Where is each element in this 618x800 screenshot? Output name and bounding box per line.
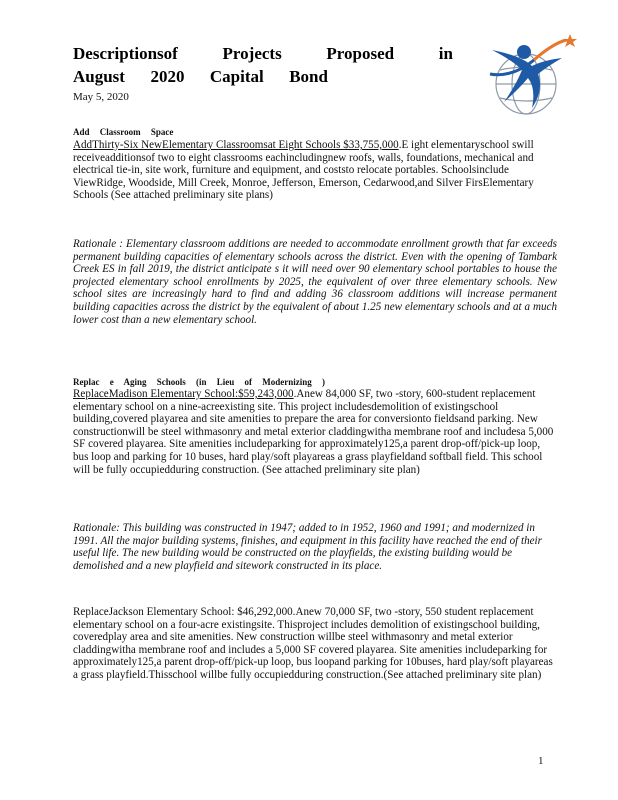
title-word: Projects [222,44,282,63]
title-word: Capital [209,67,264,86]
title-word: Proposed [326,44,395,63]
jackson-lead: ReplaceJackson Elementary School: $46,292,000 [73,606,293,618]
title-word: August [73,67,125,86]
document-title [73,42,453,88]
add-classrooms-lead: AddThirty-Six NewElementary Classroomsat Eight Schools $33,755,000 [73,139,399,151]
title-line-2 [73,65,328,88]
title-word: Bond [289,67,328,86]
title-word: Descriptionsof [73,44,178,63]
document-date: May 5, 2020 [73,91,129,103]
title-word: 2020 [150,67,185,86]
add-classrooms-rationale: Rationale : Elementary classroom additions are needed to accommodate enrollment growth that far exceeds permanent building capacities of elementary schools across the district. Even with the opening of Tambark Creek ES in fall 2019, the district anticipate s it will need over 90 elementary school portables to house the projected elementary school enrollments by 2025, the equivalent of over three elementary schools. New school sites are increasingly hard to find and adding 36 classroom additions will increase permanent building capacities across the district by the equivalent of about 1.25 new elementary schools and at a much lower cost than a new elementary school. [73,238,557,326]
add-classrooms-body: .E ight elementaryschool swill receiveadditionsof two to eight classrooms eachincludingnew roofs, walls, foundations, mechanical and electrical tie-in, site work, furniture and equipment, and coststo relocate portables. Schoolsinclude ViewRidge, Woodside, Mill Creek, Monroe, Jefferson, Emerson, Cedarwood,and Silver FirsElementary Schools (See attached preliminary site plans) [73,139,534,202]
page-number: 1 [538,755,544,767]
madison-lead: ReplaceMadison Elementary School:$59,243,000 [73,388,294,400]
section-heading-add-space: Add Classroom Space [73,127,174,137]
title-line-1 [73,42,453,65]
section-heading-replace-aging: Replac e Aging Schools (in Lieu of Modernizing ) [73,377,326,387]
madison-body: .Anew 84,000 SF, two -story, 600-student replacement elementary school on a nine-acreexisting site. This project includesdemolition of existingschool building,covered playarea and site amenities to prepare the area for conversionto fieldsand parking. New constructionwill be steel withmasonry and metal exterior claddingwitha membrane roof and includesa 5,000 SF covered playarea. Site amenities includeparking for approximately125,a parent drop-off/pick-up loop, bus loop and parking for 10 buses, hard play/soft playareas a grass playfieldand softball field. This school will be fully occupiedduring construction. (See attached preliminary site plan) [73,388,554,476]
jackson-body: .Anew 70,000 SF, two -story, 550 student replacement elementary school on a four-acre existingsite. Thisproject includes demolition of existingschool building, coveredplay area and site amenities. New construction willbe steel withmasonry and metal exterior claddingwitha membrane roof and includes a 5,000 SF covered playarea. Site amenities includeparking for approximately125,a parent drop-off/pick-up loop, bus loopand parking for 10buses, hard play/soft playareas a grass playfield.Thisschool willbe fully occupiedduring construction.(See attached preliminary site plan) [73,606,553,681]
madison-rationale: Rationale: This building was constructed in 1947; added to in 1952, 1960 and 1991; and modernized in 1991. All the major building systems, finishes, and equipment in this facility have reached the end of their useful life. The new building would be constructed on the playfields, the existing building would be demolished and a new playfield and sitework constructed in its place. [73,522,542,572]
title-word: in [438,44,453,63]
district-logo-icon [482,30,582,118]
madison-paragraph [73,388,557,476]
jackson-paragraph [73,606,557,682]
add-classrooms-paragraph [73,139,557,202]
